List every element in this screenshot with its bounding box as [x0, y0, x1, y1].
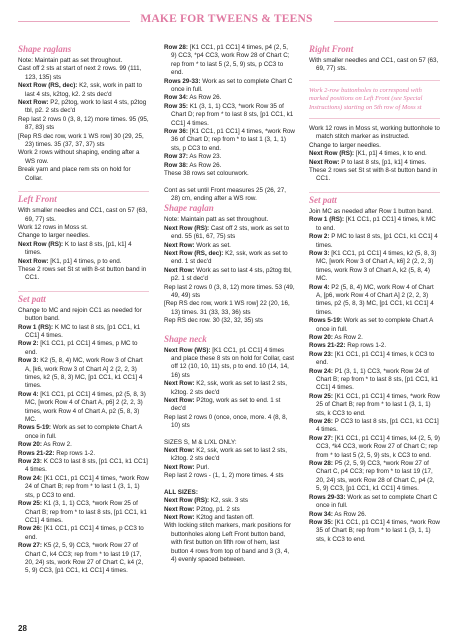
instruction-line: Cast off 2 sts at start of next 2 rows. 99 (111, 123, 135) sts	[18, 65, 142, 81]
instruction-line: Next Row: P to last 8 sts, [p1, k1] 4 times.	[309, 158, 427, 166]
instruction-line: Row 27: [K1 CC1, p1 CC1] 4 times, k4 (2, 5, 9) CC3, *k4 CC3, work Row 27 of Chart C; rep from * to last 5 (2, 5, 9) sts, k CC3 to end.	[309, 434, 440, 459]
instruction-line: Cont as set until Front measures 25 (26, 27, 28) cm, ending after a WS row.	[164, 186, 286, 202]
instruction-line: Join MC as needed after Row 1 button band.	[309, 207, 434, 215]
instruction-line: Next Row (WS): [K1 CC1, p1 CC1] 4 times and place these 8 sts on hold for Collar, cast off 12 (10, 10, 11) sts, p to end. 10 (14, 14, 16) sts	[164, 346, 294, 379]
instruction-line: Rep last 2 rows 0 (once, once, more. 4 (8, 8, 10) sts	[164, 413, 288, 430]
instruction-line: Rows 5-19: Work as set to complete Chart A once in full.	[309, 317, 433, 333]
instruction-line: Change to larger needles.	[309, 141, 381, 149]
section-heading: Right Front	[309, 44, 354, 54]
instruction-line: Row 27: K5 (2, 5, 9) CC3, *work Row 27 of Chart C, k4 CC3; rep from * to last 19 (17, 20, 24) sts, work Row 27 of Chart C, k4 (2, 5, 9) CC3, [p1 CC1, k1 CC1] 4 times.	[18, 542, 144, 575]
instruction-line: These 2 rows set St st with 8-st button band in CC1.	[309, 167, 438, 183]
divider	[309, 118, 440, 119]
instruction-line: Next Row: P2tog, p1. 2 sts	[164, 505, 240, 513]
instruction-line: Row 28: [K1 CC1, p1 CC1] 4 times, p4 (2, 5, 9) CC3, *p4 CC3, work Row 28 of Chart C; rep from * to last 5 (2, 5, 9) sts, p CC3 to end.	[164, 44, 290, 77]
instruction-line: Row 25: [K1 CC1, p1 CC1] 4 times, *work Row 25 of Chart B; rep from * to last 1 (3, 1, 1) sts, k CC3 to end.	[309, 392, 440, 417]
instruction-line: Row 20: As Row 2.	[18, 441, 72, 449]
instruction-line: Rows 21-22: Rep rows 1-2.	[309, 342, 387, 350]
spacer	[164, 481, 295, 489]
instruction-line: With smaller needles and CC1, cast on 57 (63, 69, 77) sts.	[309, 57, 439, 73]
section-heading: Shape neck	[164, 333, 207, 344]
section-heading: Shape raglan	[164, 203, 214, 214]
instruction-line: Row 2: [K1 CC1, p1 CC1] 4 times, p MC to end.	[18, 340, 138, 356]
instruction-line: Row 26: [K1 CC1, p1 CC1] 4 times, p CC3 to end.	[18, 525, 144, 541]
instruction-line: Rep last 2 rows 0 (3, 8, 12) more times. 53 (49, 49, 49) sts	[164, 283, 295, 299]
instruction-line: ALL SIZES:	[164, 488, 198, 496]
instruction-line: Break yarn and place rem sts on hold for Collar.	[18, 166, 131, 182]
instruction-line: Rows 29-33: Work as set to complete Chart C once in full.	[309, 493, 438, 510]
instruction-line: Next Row (RS): Cast off 2 sts, work as set to end. 55 (61, 67, 75) sts	[164, 224, 290, 241]
instruction-line: Row 25: K1 (3, 1, 1) CC3, *work Row 25 of Chart B; rep from * to last 8 sts, [p1 CC1, k1 CC1] 4 times.	[18, 500, 147, 524]
instruction-line: Next Row: P2, p2tog, work to last 4 sts, p2tog tbl, p2. 2 sts dec'd	[18, 99, 147, 115]
spacer	[164, 179, 295, 187]
instruction-line: Row 2: P MC to last 8 sts, [p1 CC1, k1 CC1] 4 times.	[309, 233, 438, 249]
instruction-line: Next Row: P2tog, work as set to end. 1 st dec'd	[164, 397, 281, 413]
instruction-line: Row 3: [K1 CC1, p1 CC1] 4 times, k2 (5, 8, 3) MC, [work Row 3 of Chart A, k6] 2 (2, 2, 3) times, work Row 3 of Chart A, k2 (5, 8, 4) MC.	[309, 249, 437, 283]
instruction-line: Next Row: K2, ssk, work as set to last 2 sts, k2tog. 2 sts dec'd	[164, 447, 287, 463]
page-number: 28	[18, 624, 27, 633]
instruction-line: Work 12 rows in Moss st, working buttonhole to match stitch marker as instructed.	[309, 125, 440, 141]
instruction-line: Rows 21-22: Rep rows 1-2.	[18, 449, 96, 457]
instruction-line: Row 34: As Row 26.	[309, 510, 367, 518]
page-title: MAKE FOR TWEENS & TEENS	[140, 13, 313, 25]
instruction-line: Row 23: [K1 CC1, p1 CC1] 4 times, k CC3 to end.	[309, 350, 435, 367]
instruction-line: Next Row (RS): K2, ssk. 3 sts	[164, 497, 249, 505]
instruction-line: [Rep RS dec row, work 1 WS row] 22 (20, 16, 13) times. 31 (33, 33, 36) sts	[164, 300, 290, 316]
instruction-line: Row 4: P2 (5, 8, 4) MC, work Row 4 of Chart A, [p6, work Row 4 of Chart A] 2 (2, 2, 3) times, p2 (5, 8, 3) MC, [p1 CC1, k1 CC1] 4 times.	[309, 283, 434, 316]
spacer	[164, 431, 295, 439]
instruction-line: Row 23: K CC3 to last 8 sts, [p1 CC1, k1 CC1] 4 times.	[18, 458, 148, 474]
section-heading: Left Front	[18, 191, 149, 205]
instruction-note: Work 2-row buttonholes to correspond with marked positions on Left Front (see Special Instructions) starting on 5th row of Moss st	[309, 86, 423, 111]
section-heading: Set patt	[309, 192, 440, 206]
instruction-line: Row 28: P5 (2, 5, 9) CC3, *work Row 27 of Chart C, p4 CC3; rep from * to last 19 (17, 20, 24) sts, work Row 28 of Chart C, p4 (2, 5, 9) CC3, [p1 CC1, k1 CC1] 4 times.	[309, 460, 435, 493]
instruction-line: Rep RS dec row. 30 (32, 32, 35) sts	[164, 317, 264, 325]
instruction-line: Rows 29-33: Work as set to complete Chart C once in full.	[164, 77, 293, 94]
instruction-line: Row 26: P CC3 to last 8 sts, [p1 CC1, k1 CC1] 4 times.	[309, 418, 439, 434]
instruction-line: Row 24: P1 (3, 1, 1) CC3, *work Row 24 of Chart B; rep from * to last 8 sts, [p1 CC1, k1 CC1] 4 times.	[309, 367, 438, 392]
instruction-line: Row 35: K1 (3, 1, 1) CC3, *work Row 35 of Chart D; rep from * to last 8 sts, [p1 CC1, k1 CC1] 4 times.	[164, 102, 294, 127]
instruction-line: Row 24: [K1 CC1, p1 CC1] 4 times, *work Row 24 of Chart B; rep from * to last 1 (3, 1, 1) sts, p CC3 to end.	[18, 474, 149, 499]
spacer	[18, 283, 149, 291]
instruction-line: Row 1 (RS): K MC to last 8 sts, [p1 CC1, k1 CC1] 4 times.	[18, 323, 141, 339]
instruction-line: Next Row: Work as set.	[164, 241, 231, 249]
instruction-line: [Rep RS dec row, work 1 WS row] 30 (29, 25, 23) times. 35 (37, 37, 37) sts	[18, 132, 144, 149]
instruction-line: Next Row (RS, dec): K2, ssk, work in patt to last 4 sts, k2tog, k2. 2 sts dec'd	[18, 82, 142, 98]
instruction-line: Note: Maintain patt as set throughout.	[164, 216, 269, 224]
instruction-line: Next Row (RS, dec): K2, ssk, work as set to end. 1 st dec'd	[164, 249, 288, 266]
instruction-line: Row 3: K2 (5, 8, 4) MC, work Row 3 of Chart A, [k6, work Row 3 of Chart A] 2 (2, 2, 3) times, k2 (5, 8, 3) MC, [p1 CC1, k1 CC1] 4 times.	[18, 357, 143, 390]
instruction-line: Row 34: As Row 26.	[164, 94, 222, 102]
instruction-line: Next Row: K2tog and fasten off.	[164, 513, 254, 521]
instruction-line: Next Row (RS): K to last 8 sts, [p1, k1] 4 times.	[18, 240, 132, 257]
instruction-line: With locking stitch markers, mark positions for buttonholes along Left Front button band, with first button on fifth row of hem, last button 4 rows from top of band and 3 (3, 4, 4) evenly spaced between.	[164, 522, 292, 563]
instruction-line: These 2 rows set St st with 8-st button band in CC1.	[18, 265, 147, 282]
instruction-line: Note: Maintain patt as set throughout.	[18, 57, 123, 64]
instruction-line: Work 2 rows without shaping, ending after a WS row.	[18, 149, 140, 165]
instruction-line: Change to larger needles.	[18, 232, 90, 240]
instruction-line: Row 1 (RS): [K1 CC1, p1 CC1] 4 times, k MC to end.	[309, 216, 436, 232]
column-1	[18, 44, 149, 576]
instruction-line: Next Row (RS): [K1, p1] 4 times, k to end.	[309, 150, 427, 158]
section-heading: Shape raglans	[18, 44, 72, 54]
instruction-line: Row 35: [K1 CC1, p1 CC1] 4 times, *work Row 35 of Chart B; rep from * to last 1 (3, 1, 1) sts, k CC3 to end.	[309, 518, 440, 543]
instruction-line: Row 38: As Row 26.	[164, 161, 222, 169]
instruction-line: SIZES S, M & L/XL ONLY:	[164, 438, 237, 446]
instruction-line: Rep last 2 rows - (1, 1, 2) more times. 4 sts	[164, 472, 284, 480]
instruction-line: Next Row: Purl.	[164, 463, 210, 471]
instruction-line: Next Row: [K1, p1] 4 times, p to end.	[18, 257, 122, 265]
page-header	[0, 13, 453, 29]
instruction-line: With smaller needles and CC1, cast on 57 (63, 69, 77) sts.	[18, 207, 148, 223]
instruction-line: Row 4: [K1 CC1, p1 CC1] 4 times, p2 (5, 8, 3) MC, [work Row 4 of Chart A, p6] 2 (2, 2, 3) times, work Row 4 of Chart A, p2 (5, 8, 3) MC.	[18, 390, 146, 424]
instruction-line: Row 20: As Row 2.	[309, 333, 363, 341]
instruction-line: These 38 rows set colourwork.	[164, 170, 249, 178]
instruction-line: Row 37: As Row 23.	[164, 153, 222, 161]
header-rule-right	[334, 21, 438, 22]
divider	[309, 80, 440, 81]
spacer	[164, 326, 295, 334]
column-3	[309, 44, 440, 544]
section-heading: Set patt	[18, 291, 149, 305]
instruction-line: Row 36: [K1 CC1, p1 CC1] 4 times, *work Row 36 of Chart D; rep from * to last 1 (3, 1, 1) sts, p CC3 to end.	[164, 128, 295, 152]
instruction-line: Work 12 rows in Moss st.	[18, 223, 88, 231]
instruction-line: Rep last 2 rows 0 (3, 8, 12) more times. 95 (95, 87, 83) sts	[18, 115, 149, 132]
instruction-line: Rows 5-19: Work as set to complete Chart A once in full.	[18, 424, 142, 440]
instruction-line: Next Row: Work as set to last 4 sts, p2tog tbl, p2. 1 st dec'd	[164, 266, 292, 283]
spacer	[18, 183, 149, 191]
column-2	[164, 44, 295, 564]
spacer	[309, 184, 440, 192]
instruction-line: Next Row: K2, ssk, work as set to last 2 sts, k2tog. 2 sts dec'd	[164, 380, 287, 396]
instruction-line: Change to MC and rejoin CC1 as needed for button band.	[18, 306, 142, 323]
